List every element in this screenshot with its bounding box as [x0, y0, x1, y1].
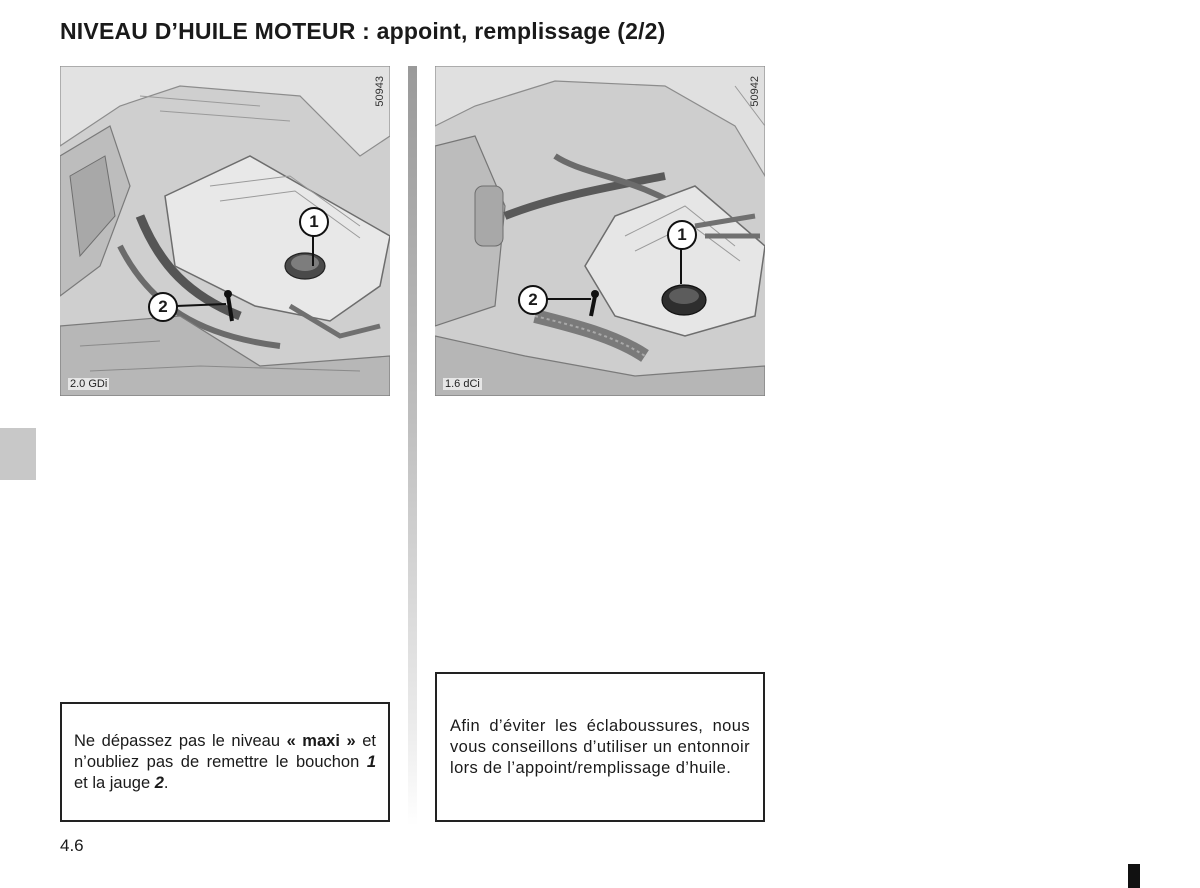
note-text-segment: et n’oubliez pas de remettre le bouchon [74, 731, 376, 771]
engine-bay-drawing [60, 66, 390, 396]
page-corner-marker [1128, 864, 1140, 888]
note-text-segment: et la jauge [74, 773, 155, 792]
page-number: 4.6 [60, 836, 84, 855]
engine-bay-drawing [435, 66, 765, 396]
figure-reference-code: 50942 [749, 76, 761, 107]
engine-illustration-2-0-gdi [60, 66, 390, 396]
note-text: Afin d’éviter les éclaboussures, nous vous conseillons d’utiliser un entonnoir lors de l’appoint/remplissage d’huile. [450, 716, 750, 777]
callout-dipstick: 2 [518, 285, 548, 315]
note-reference-dipstick: 2 [154, 773, 164, 792]
note-text [74, 731, 376, 794]
engine-illustration-1-6-dci [435, 66, 765, 396]
callout-oil-cap: 1 [667, 220, 697, 250]
figure-caption: 1.6 dCi [445, 378, 480, 390]
callout-oil-cap: 1 [299, 207, 329, 237]
note-text-segment: Ne dépassez pas le niveau [74, 731, 287, 750]
section-tab-marker [0, 428, 36, 480]
note-box-max-level [60, 702, 390, 822]
note-reference-cap: 1 [366, 752, 376, 771]
note-emphasis-maxi: « maxi » [286, 731, 356, 750]
figure-caption: 2.0 GDi [70, 378, 108, 390]
page-title: NIVEAU D’HUILE MOTEUR : appoint, remplissage (2/2) [60, 18, 666, 44]
column-divider [408, 66, 417, 826]
note-box-funnel-advice [435, 672, 765, 822]
callout-dipstick: 2 [148, 292, 178, 322]
figure-reference-code: 50943 [374, 76, 386, 107]
note-text-segment: . [163, 773, 169, 792]
